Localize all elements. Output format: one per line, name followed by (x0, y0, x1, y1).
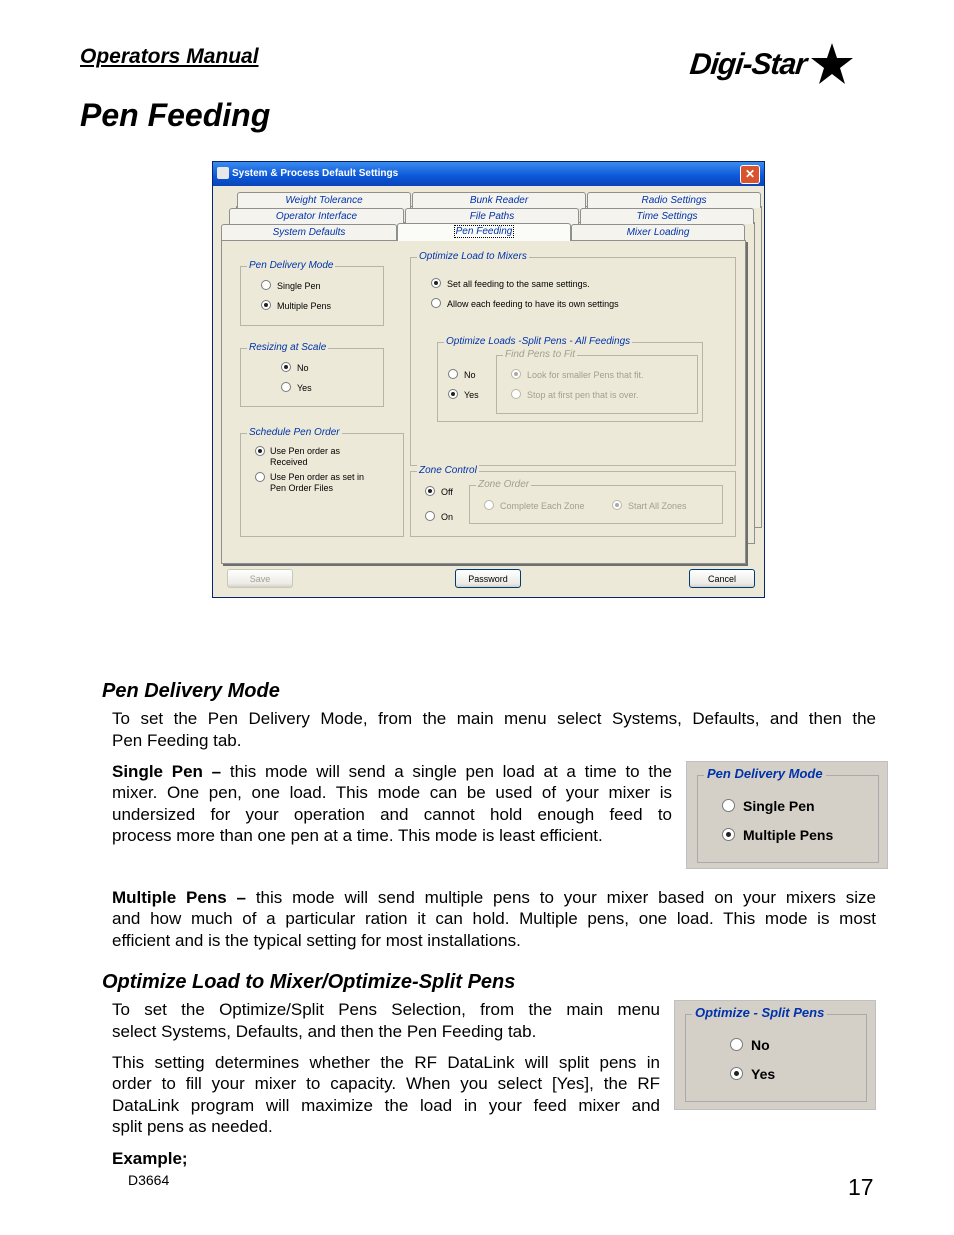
radio-selected-icon (722, 828, 735, 841)
single-pen-term: Single Pen – (112, 762, 222, 781)
order-files-radio[interactable] (255, 472, 271, 484)
radio-icon (730, 1038, 743, 1051)
star-icon (808, 42, 854, 86)
inset-pen-delivery-label: Pen Delivery Mode (704, 766, 826, 781)
single-pen-line1 (112, 761, 672, 783)
radio-icon (281, 382, 291, 392)
start-zones-label: Start All Zones (628, 501, 687, 511)
pen-delivery-heading: Pen Delivery Mode (102, 680, 280, 702)
manual-title: Operators Manual (80, 45, 259, 68)
multiple-pens-text1: this mode will send multiple pens to your mixer based on your mixers size (245, 888, 876, 907)
schedule-label: Schedule Pen Order (249, 427, 340, 438)
inset-yes-label: Yes (751, 1066, 776, 1082)
radio-icon (448, 369, 458, 379)
settings-dialog-screenshot (212, 161, 765, 598)
start-zones-radio[interactable] (612, 500, 687, 512)
multiple-pens-term: Multiple Pens – (112, 888, 246, 907)
app-icon (217, 167, 229, 179)
single-pen-line2: mixer. One pen, one load. This mode can be used of your mixer is (112, 783, 672, 802)
pen-delivery-group (240, 260, 384, 326)
radio-selected-icon (261, 300, 271, 310)
radio-icon (722, 799, 735, 812)
same-settings-radio[interactable] (431, 278, 590, 290)
radio-icon (261, 280, 271, 290)
radio-selected-icon (281, 362, 291, 372)
tab-pen-feeding[interactable] (397, 223, 571, 241)
split-yes-label: Yes (464, 390, 479, 400)
order-files-line2: Pen Order Files (270, 483, 334, 493)
password-button[interactable]: Password (455, 569, 521, 588)
radio-selected-icon (448, 389, 458, 399)
zone-control-group (410, 465, 736, 537)
order-received-line1: Use Pen order as (270, 446, 341, 456)
inset-no (730, 1037, 770, 1053)
zone-control-label: Zone Control (419, 465, 477, 476)
order-files-line1: Use Pen order as set in (270, 472, 365, 482)
inset-pen-delivery-group (697, 766, 879, 863)
single-pen-line4: process more than one pen at a time. This mode is least efficient. (112, 826, 603, 845)
resizing-group (240, 342, 384, 407)
tab-operator-interface[interactable]: Operator Interface (229, 208, 404, 224)
radio-icon (425, 511, 435, 521)
tab-mixer-loading[interactable]: Mixer Loading (571, 224, 745, 240)
split-group (437, 336, 703, 422)
radio-selected-icon (612, 500, 622, 510)
optimize-p2-line4: split pens as needed. (112, 1117, 273, 1136)
inset-multiple-pens (722, 827, 833, 843)
page-number: 17 (848, 1174, 874, 1200)
inset-split-group (685, 1005, 867, 1102)
resizing-no-label: No (297, 363, 309, 373)
complete-zone-radio[interactable] (484, 500, 585, 512)
pen-delivery-inset (686, 761, 888, 869)
tab-time-settings[interactable]: Time Settings (580, 208, 754, 224)
inset-multiple-pens-label: Multiple Pens (743, 827, 834, 843)
order-received-line2: Received (270, 457, 308, 467)
radio-selected-icon (730, 1067, 743, 1080)
inset-yes (730, 1066, 775, 1082)
pen-delivery-label: Pen Delivery Mode (249, 260, 334, 271)
inset-single-pen (722, 798, 815, 814)
zone-order-label: Zone Order (478, 479, 530, 490)
split-no-label: No (464, 370, 476, 380)
page-title: Pen Feeding (80, 97, 271, 133)
find-pens-label: Find Pens to Fit (505, 349, 576, 360)
zone-on-label: On (441, 512, 454, 522)
save-button[interactable]: Save (227, 569, 293, 588)
single-pen-label: Single Pen (277, 281, 321, 291)
doc-code: D3664 (128, 1172, 170, 1188)
resizing-no-radio[interactable] (281, 362, 309, 374)
same-settings-label: Set all feeding to the same settings. (447, 279, 590, 289)
inset-no-label: No (751, 1037, 770, 1053)
dialog-title: System & Process Default Settings (232, 168, 399, 179)
own-settings-label: Allow each feeding to have its own settings (447, 299, 619, 309)
radio-icon (484, 500, 494, 510)
zone-on-radio[interactable] (425, 511, 453, 523)
single-pen-line3: undersized for your operation and cannot hold enough feed to (112, 805, 672, 824)
radio-icon (431, 298, 441, 308)
split-no-radio[interactable] (448, 369, 476, 381)
multiple-pens-radio[interactable] (261, 300, 331, 312)
look-smaller-label: Look for smaller Pens that fit. (527, 370, 644, 380)
inset-split-label: Optimize - Split Pens (692, 1005, 827, 1020)
optimize-p2-line2: order to fill your mixer to capacity. When you select [Yes], the RF (112, 1074, 660, 1093)
radio-selected-icon (511, 369, 521, 379)
close-icon[interactable]: ✕ (740, 165, 760, 184)
radio-selected-icon (255, 446, 265, 456)
dialog-titlebar (213, 162, 764, 186)
multiple-pens-line1 (112, 887, 876, 909)
zone-off-label: Off (441, 487, 453, 497)
find-pens-group (496, 349, 698, 414)
resizing-yes-label: Yes (297, 383, 312, 393)
optimize-p1-line2: select Systems, Defaults, and then the Pen Feeding tab. (112, 1022, 537, 1041)
multiple-pens-label: Multiple Pens (277, 301, 332, 311)
radio-selected-icon (431, 278, 441, 288)
stop-first-radio[interactable] (511, 389, 639, 401)
optimize-p1-line1: To set the Optimize/Split Pens Selection, from the main menu (112, 1000, 660, 1019)
pen-delivery-intro-line2: Pen Feeding tab. (112, 731, 242, 750)
tab-weight-tolerance[interactable]: Weight Tolerance (237, 192, 411, 208)
zone-off-radio[interactable] (425, 486, 453, 498)
resizing-label: Resizing at Scale (249, 342, 327, 353)
single-pen-radio[interactable] (261, 280, 321, 292)
cancel-button[interactable]: Cancel (689, 569, 755, 588)
look-smaller-radio[interactable] (511, 369, 644, 381)
tab-system-defaults[interactable]: System Defaults (221, 224, 397, 240)
optimize-p2-line1: This setting determines whether the RF DataLink will split pens in (112, 1053, 660, 1072)
optimize-group (410, 251, 736, 466)
optimize-label: Optimize Load to Mixers (419, 251, 527, 262)
multiple-pens-line2: and how much of a particular ration it can hold. Multiple pens, one load. This mode is most (112, 909, 876, 928)
tab-bunk-reader[interactable]: Bunk Reader (412, 192, 586, 208)
digi-star-logo: Digi-Star (688, 48, 808, 81)
split-yes-radio[interactable] (448, 389, 479, 401)
pen-delivery-intro-line1: To set the Pen Delivery Mode, from the main menu select Systems, Defaults, and then the (112, 709, 876, 728)
multiple-pens-line3: efficient and is the typical setting for most installations. (112, 931, 521, 950)
single-pen-text1: this mode will send a single pen load at a time to the (221, 762, 672, 781)
complete-zone-label: Complete Each Zone (500, 501, 585, 511)
resizing-yes-radio[interactable] (281, 382, 312, 394)
order-received-radio[interactable] (255, 446, 271, 458)
tab-file-paths[interactable]: File Paths (405, 208, 579, 224)
tab-radio-settings[interactable]: Radio Settings (587, 192, 761, 208)
optimize-heading: Optimize Load to Mixer/Optimize-Split Pens (102, 971, 516, 993)
radio-selected-icon (425, 486, 435, 496)
optimize-p2-line3: DataLink program will maximize the load in your feed mixer and (112, 1096, 660, 1115)
split-pens-inset (674, 1000, 876, 1110)
stop-first-label: Stop at first pen that is over. (527, 390, 639, 400)
example-label: Example; (112, 1149, 188, 1168)
zone-order-group (469, 479, 723, 524)
radio-icon (255, 472, 265, 482)
tab-pen-feeding-label: Pen Feeding (455, 226, 513, 237)
radio-icon (511, 389, 521, 399)
inset-single-pen-label: Single Pen (743, 798, 815, 814)
split-label: Optimize Loads -Split Pens - All Feedings (446, 336, 631, 347)
own-settings-radio[interactable] (431, 298, 619, 310)
schedule-group (240, 427, 404, 537)
